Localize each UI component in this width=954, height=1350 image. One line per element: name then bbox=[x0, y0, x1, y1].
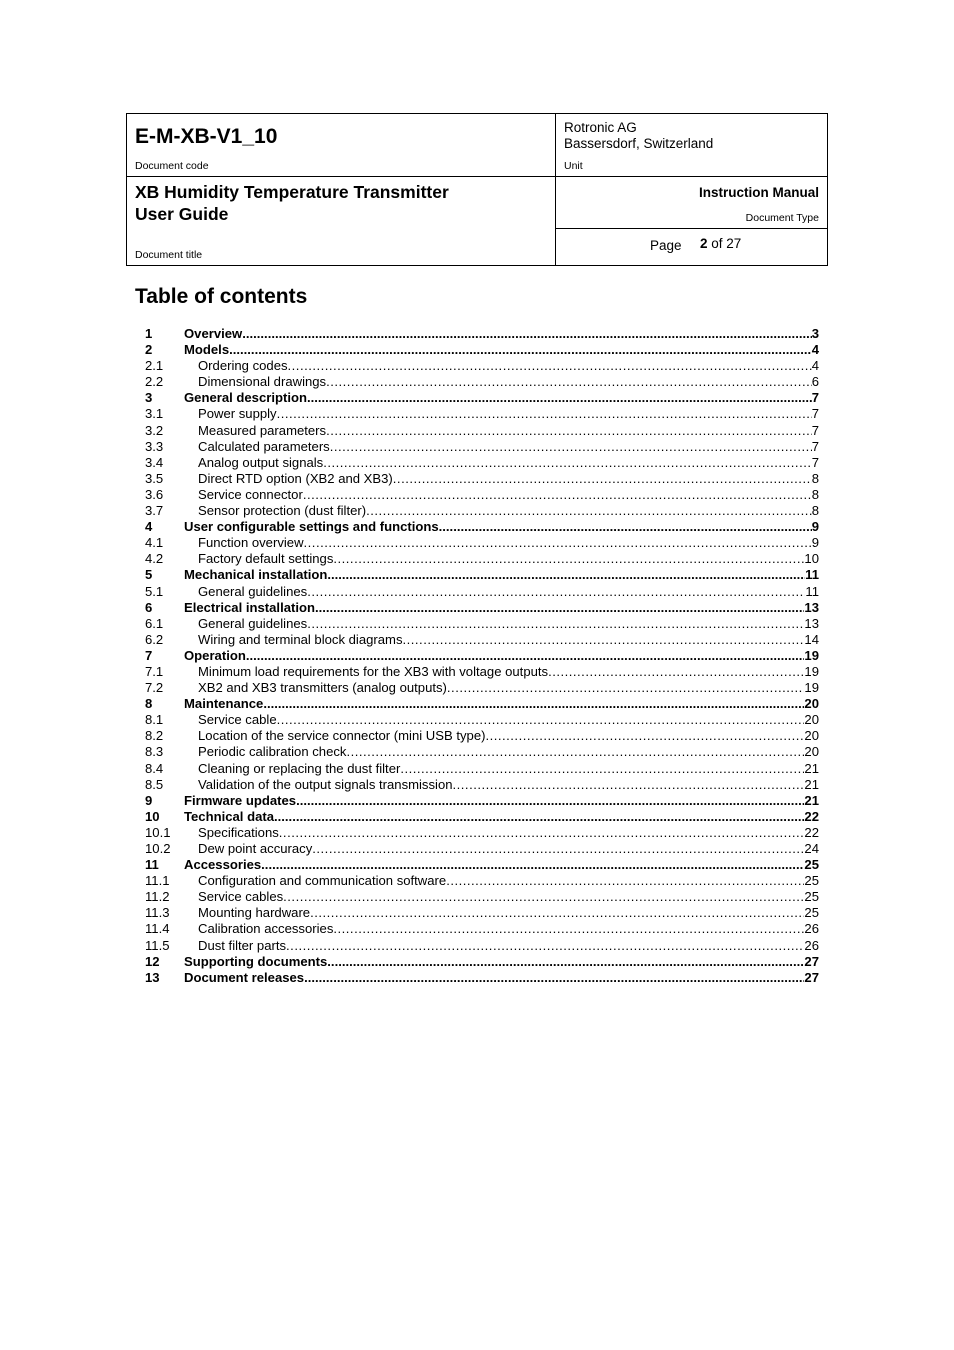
toc-entry-link[interactable] bbox=[198, 905, 819, 921]
toc-entry-page: 20 bbox=[804, 744, 819, 760]
toc-entry-page: 21 bbox=[804, 792, 819, 808]
toc-dot-leader bbox=[277, 712, 805, 728]
toc-entry-number: 3.5 bbox=[145, 470, 164, 486]
toc-entry[interactable] bbox=[145, 761, 819, 777]
toc-entry-link[interactable] bbox=[198, 664, 819, 680]
toc-entry-page: 21 bbox=[804, 760, 819, 776]
unit-line-2: Bassersdorf, Switzerland bbox=[564, 136, 714, 151]
toc-entry-link[interactable] bbox=[198, 535, 819, 551]
toc-entry-title: General guidelines bbox=[198, 615, 308, 631]
toc-entry-title: Sensor protection (dust filter) bbox=[198, 503, 367, 519]
toc-entry-page: 14 bbox=[804, 631, 819, 647]
toc-entry-link[interactable] bbox=[198, 825, 819, 841]
toc-entry-link[interactable] bbox=[198, 551, 819, 567]
toc-entry-title: Firmware updates bbox=[184, 792, 297, 808]
toc-entry[interactable] bbox=[145, 439, 819, 455]
toc-entry[interactable] bbox=[145, 954, 819, 970]
toc-entry[interactable] bbox=[145, 584, 819, 600]
toc-entry-link[interactable] bbox=[184, 857, 819, 873]
toc-dot-leader bbox=[403, 632, 805, 648]
toc-entry-number: 8.3 bbox=[145, 744, 164, 760]
toc-dot-leader bbox=[400, 761, 804, 777]
toc-entry-page: 25 bbox=[804, 889, 819, 905]
toc-dot-leader bbox=[315, 600, 804, 616]
toc-entry[interactable] bbox=[145, 970, 819, 986]
toc-entry[interactable] bbox=[145, 390, 819, 406]
toc-entry-page: 21 bbox=[804, 776, 819, 792]
toc-entry[interactable] bbox=[145, 712, 819, 728]
toc-entry[interactable] bbox=[145, 809, 819, 825]
toc-entry-link[interactable] bbox=[198, 616, 819, 632]
toc-entry[interactable] bbox=[145, 680, 819, 696]
toc-entry-page: 20 bbox=[804, 696, 819, 712]
toc-entry-page: 3 bbox=[811, 326, 819, 341]
toc-entry-page: 13 bbox=[804, 599, 819, 615]
document-title-line-2: User Guide bbox=[135, 204, 229, 224]
toc-entry-link[interactable] bbox=[198, 503, 819, 519]
toc-entry-title: Mechanical installation bbox=[184, 567, 328, 583]
toc-dot-leader bbox=[286, 938, 804, 954]
toc-dot-leader bbox=[366, 503, 812, 519]
toc-entry[interactable] bbox=[145, 825, 819, 841]
toc-dot-leader bbox=[307, 390, 812, 406]
toc-entry[interactable] bbox=[145, 503, 819, 519]
toc-entry-title: General guidelines bbox=[198, 583, 308, 599]
toc-entry[interactable] bbox=[145, 600, 819, 616]
toc-entry-page: 25 bbox=[804, 873, 819, 889]
toc-entry-page: 22 bbox=[804, 824, 819, 840]
toc-entry-page: 24 bbox=[804, 841, 819, 856]
toc-entry-title: Validation of the output signals transmission bbox=[198, 776, 453, 792]
toc-entry-link[interactable] bbox=[198, 680, 819, 696]
toc-entry-link[interactable] bbox=[184, 793, 819, 809]
toc-dot-leader bbox=[333, 551, 804, 567]
unit-cell bbox=[556, 114, 827, 177]
toc-entry-link[interactable] bbox=[198, 889, 819, 905]
toc-entry-title: Measured parameters bbox=[198, 422, 327, 438]
toc-entry-title: Service connector bbox=[198, 486, 303, 502]
toc-dot-leader bbox=[283, 889, 804, 905]
page-number bbox=[700, 236, 741, 251]
toc-entry-link[interactable] bbox=[184, 390, 819, 406]
toc-entry[interactable] bbox=[145, 841, 819, 857]
toc-entry-link[interactable] bbox=[198, 455, 819, 471]
toc-entry-title: Maintenance bbox=[184, 696, 264, 712]
toc-entry-title: Minimum load requirements for the XB3 with voltage outputs bbox=[198, 663, 549, 679]
toc-entry-page: 8 bbox=[811, 503, 819, 519]
toc-entry-title: Dust filter parts bbox=[198, 937, 287, 953]
toc-entry-number: 6.2 bbox=[145, 631, 164, 647]
toc-dot-leader bbox=[393, 471, 812, 487]
toc-entry[interactable] bbox=[145, 632, 819, 648]
toc-entry-number: 12 bbox=[145, 953, 160, 969]
toc-entry-number: 3.1 bbox=[145, 406, 164, 422]
toc-entry-link[interactable] bbox=[184, 567, 819, 583]
toc-entry-link[interactable] bbox=[184, 342, 819, 358]
toc-entry-page: 27 bbox=[804, 953, 819, 969]
toc-entry-page: 19 bbox=[804, 680, 819, 696]
unit-caption: Unit bbox=[564, 160, 583, 172]
toc-dot-leader bbox=[307, 584, 805, 600]
toc-entry-page: 26 bbox=[804, 921, 819, 937]
toc-entry-title: Configuration and communication software bbox=[198, 873, 447, 889]
toc-entry-title: Electrical installation bbox=[184, 599, 315, 615]
toc-dot-leader bbox=[307, 616, 804, 632]
toc-dot-leader bbox=[326, 374, 812, 390]
toc-entry-number: 13 bbox=[145, 969, 160, 985]
toc-entry-number: 2.2 bbox=[145, 374, 164, 390]
toc-entry-title: Overview bbox=[184, 326, 243, 341]
toc-entry[interactable] bbox=[145, 567, 819, 583]
toc-entry-page: 9 bbox=[811, 535, 819, 551]
toc-entry[interactable] bbox=[145, 921, 819, 937]
toc-entry[interactable] bbox=[145, 358, 819, 374]
page-current: 2 bbox=[700, 236, 708, 251]
toc-dot-leader bbox=[330, 439, 812, 455]
toc-entry-page: 4 bbox=[811, 342, 819, 358]
toc-entry-page: 25 bbox=[804, 905, 819, 921]
toc-entry-title: Mounting hardware bbox=[198, 905, 311, 921]
toc-entry-title: Document releases bbox=[184, 969, 305, 985]
toc-dot-leader bbox=[274, 809, 804, 825]
toc-entry[interactable] bbox=[145, 406, 819, 422]
toc-entry-number: 4.1 bbox=[145, 535, 164, 551]
toc-entry-page: 13 bbox=[804, 615, 819, 631]
toc-entry-title: Supporting documents bbox=[184, 953, 328, 969]
toc-entry[interactable] bbox=[145, 696, 819, 712]
toc-entry-number: 3.3 bbox=[145, 438, 164, 454]
toc-entry-page: 11 bbox=[805, 567, 819, 583]
toc-entry[interactable] bbox=[145, 648, 819, 664]
toc-entry-link[interactable] bbox=[184, 809, 819, 825]
document-title-cell bbox=[127, 177, 556, 265]
toc-entry-number: 3.7 bbox=[145, 503, 164, 519]
toc-entry-title: Models bbox=[184, 342, 230, 358]
toc-entry-page: 7 bbox=[811, 390, 819, 406]
toc-entry-link[interactable] bbox=[184, 326, 819, 342]
toc-entry[interactable] bbox=[145, 744, 819, 760]
toc-entry-link[interactable] bbox=[198, 728, 819, 744]
toc-entry-title: Function overview bbox=[198, 535, 304, 551]
toc-entry-number: 3.6 bbox=[145, 486, 164, 502]
toc-entry-number: 8.5 bbox=[145, 776, 164, 792]
toc-entry-page: 8 bbox=[811, 486, 819, 502]
toc-entry-number: 10.1 bbox=[145, 824, 171, 840]
toc-entry-number: 8.1 bbox=[145, 712, 164, 728]
toc-entry-title: Direct RTD option (XB2 and XB3) bbox=[198, 470, 393, 486]
toc-entry-page: 25 bbox=[804, 857, 819, 873]
toc-dot-leader bbox=[279, 825, 805, 841]
toc-entry-title: User configurable settings and functions bbox=[184, 519, 439, 535]
toc-entry-page: 6 bbox=[811, 374, 819, 390]
toc-entry-page: 4 bbox=[811, 358, 819, 374]
toc-entry-number: 3.2 bbox=[145, 422, 164, 438]
toc-dot-leader bbox=[453, 777, 805, 793]
toc-dot-leader bbox=[229, 342, 812, 358]
toc-entry[interactable] bbox=[145, 905, 819, 921]
toc-entry-title: Service cables bbox=[198, 889, 284, 905]
document-title-caption: Document title bbox=[135, 249, 203, 261]
toc-entry-page: 11 bbox=[805, 583, 819, 599]
toc-entry[interactable] bbox=[145, 326, 819, 342]
toc-entry-title: Calibration accessories bbox=[198, 921, 334, 937]
toc-entry[interactable] bbox=[145, 487, 819, 503]
toc-entry-number: 3.4 bbox=[145, 454, 164, 470]
toc-dot-leader bbox=[304, 535, 812, 551]
toc-entry-link[interactable] bbox=[198, 841, 819, 857]
page-total: of 27 bbox=[711, 236, 742, 251]
toc-entry-page: 7 bbox=[811, 438, 819, 454]
table-of-contents bbox=[145, 326, 819, 986]
toc-entry[interactable] bbox=[145, 793, 819, 809]
toc-entry-link[interactable] bbox=[198, 374, 819, 390]
toc-entry-link[interactable] bbox=[184, 600, 819, 616]
toc-dot-leader bbox=[304, 970, 804, 986]
toc-entry-number: 11.4 bbox=[145, 921, 170, 937]
toc-entry[interactable] bbox=[145, 857, 819, 873]
toc-entry-link[interactable] bbox=[184, 970, 819, 986]
toc-dot-leader bbox=[323, 455, 811, 471]
toc-entry-number: 4 bbox=[145, 519, 153, 535]
toc-entry[interactable] bbox=[145, 374, 819, 390]
document-title-line-1: XB Humidity Temperature Transmitter bbox=[135, 182, 449, 202]
toc-entry-page: 7 bbox=[811, 422, 819, 438]
toc-entry-title: XB2 and XB3 transmitters (analog outputs) bbox=[198, 680, 447, 696]
toc-dot-leader bbox=[242, 326, 811, 342]
toc-entry-number: 7.2 bbox=[145, 680, 164, 696]
toc-entry-title: Accessories bbox=[184, 857, 262, 873]
toc-entry-number: 3 bbox=[145, 390, 153, 406]
toc-entry-link[interactable] bbox=[198, 358, 819, 374]
document-title bbox=[135, 181, 449, 225]
toc-dot-leader bbox=[263, 696, 804, 712]
toc-dot-leader bbox=[277, 406, 812, 422]
document-header-table bbox=[126, 113, 828, 266]
toc-dot-leader bbox=[327, 567, 805, 583]
document-type: Instruction Manual bbox=[698, 185, 819, 200]
toc-entry-link[interactable] bbox=[184, 648, 819, 664]
toc-entry-link[interactable] bbox=[198, 632, 819, 648]
toc-entry-title: Service cable bbox=[198, 712, 277, 728]
toc-entry-number: 11.5 bbox=[145, 937, 170, 953]
toc-entry-number: 8 bbox=[145, 696, 153, 712]
toc-entry[interactable] bbox=[145, 938, 819, 954]
toc-entry-page: 10 bbox=[804, 551, 819, 567]
toc-entry-number: 11.3 bbox=[145, 905, 170, 921]
toc-entry-page: 22 bbox=[804, 808, 819, 824]
document-type-caption: Document Type bbox=[745, 212, 819, 224]
document-code-cell bbox=[127, 114, 556, 177]
document-code: E-M-XB-V1_10 bbox=[135, 125, 278, 148]
toc-entry-title: Operation bbox=[184, 647, 246, 663]
toc-entry-link[interactable] bbox=[198, 873, 819, 889]
toc-entry-number: 5 bbox=[145, 567, 153, 583]
toc-entry-number: 11.1 bbox=[145, 873, 170, 889]
toc-entry-page: 9 bbox=[811, 519, 819, 535]
toc-entry[interactable] bbox=[145, 455, 819, 471]
toc-dot-leader bbox=[333, 921, 804, 937]
toc-entry-page: 19 bbox=[804, 663, 819, 679]
toc-entry[interactable] bbox=[145, 342, 819, 358]
toc-entry-title: Cleaning or replacing the dust filter bbox=[198, 760, 401, 776]
toc-entry-link[interactable] bbox=[198, 584, 819, 600]
toc-entry-link[interactable] bbox=[198, 439, 819, 455]
toc-entry-link[interactable] bbox=[198, 406, 819, 422]
toc-entry-link[interactable] bbox=[198, 487, 819, 503]
toc-entry-title: Power supply bbox=[198, 406, 277, 422]
toc-dot-leader bbox=[261, 857, 804, 873]
toc-entry-page: 26 bbox=[804, 937, 819, 953]
toc-entry-title: Location of the service connector (mini USB type) bbox=[198, 728, 486, 744]
toc-entry-link[interactable] bbox=[184, 519, 819, 535]
toc-entry-link[interactable] bbox=[198, 471, 819, 487]
toc-entry-number: 8.2 bbox=[145, 728, 164, 744]
toc-entry-link[interactable] bbox=[198, 744, 819, 760]
toc-dot-leader bbox=[447, 680, 805, 696]
toc-entry[interactable] bbox=[145, 873, 819, 889]
document-type-cell bbox=[556, 177, 827, 229]
toc-entry-title: Analog output signals bbox=[198, 454, 324, 470]
toc-entry-number: 2 bbox=[145, 342, 153, 358]
toc-entry-link[interactable] bbox=[198, 761, 819, 777]
toc-entry-number: 4.2 bbox=[145, 551, 164, 567]
toc-entry[interactable] bbox=[145, 664, 819, 680]
toc-entry-link[interactable] bbox=[198, 938, 819, 954]
toc-entry-link[interactable] bbox=[198, 423, 819, 439]
toc-dot-leader bbox=[446, 873, 804, 889]
toc-entry[interactable] bbox=[145, 423, 819, 439]
toc-dot-leader bbox=[310, 905, 804, 921]
toc-dot-leader bbox=[326, 423, 812, 439]
toc-entry-link[interactable] bbox=[198, 712, 819, 728]
toc-entry-number: 5.1 bbox=[145, 583, 164, 599]
toc-dot-leader bbox=[312, 841, 804, 857]
toc-dot-leader bbox=[327, 954, 804, 970]
toc-dot-leader bbox=[548, 664, 804, 680]
toc-entry[interactable] bbox=[145, 471, 819, 487]
toc-entry-page: 27 bbox=[804, 969, 819, 985]
page-number-cell bbox=[556, 229, 827, 265]
toc-entry-number: 6.1 bbox=[145, 615, 164, 631]
unit-name bbox=[564, 120, 713, 152]
toc-entry-title: Periodic calibration check bbox=[198, 744, 347, 760]
toc-entry-title: Wiring and terminal block diagrams bbox=[198, 631, 403, 647]
unit-line-1: Rotronic AG bbox=[564, 120, 637, 135]
toc-entry-title: Specifications bbox=[198, 824, 279, 840]
toc-entry-page: 19 bbox=[804, 647, 819, 663]
toc-entry[interactable] bbox=[145, 777, 819, 793]
toc-entry[interactable] bbox=[145, 728, 819, 744]
toc-dot-leader bbox=[485, 728, 804, 744]
toc-entry[interactable] bbox=[145, 535, 819, 551]
toc-entry-number: 7 bbox=[145, 647, 153, 663]
toc-entry-link[interactable] bbox=[184, 696, 819, 712]
toc-entry-number: 11.2 bbox=[145, 889, 170, 905]
toc-entry-title: Ordering codes bbox=[198, 358, 288, 374]
toc-entry-number: 2.1 bbox=[145, 358, 164, 374]
toc-entry-number: 7.1 bbox=[145, 663, 164, 679]
toc-dot-leader bbox=[346, 744, 804, 760]
toc-entry-link[interactable] bbox=[198, 921, 819, 937]
toc-entry-page: 8 bbox=[811, 470, 819, 486]
toc-entry-number: 8.4 bbox=[145, 760, 164, 776]
toc-entry-number: 6 bbox=[145, 599, 153, 615]
toc-dot-leader bbox=[303, 487, 812, 503]
toc-dot-leader bbox=[288, 358, 812, 374]
toc-entry-title: General description bbox=[184, 390, 307, 406]
toc-entry-link[interactable] bbox=[198, 777, 819, 793]
toc-entry-number: 10 bbox=[145, 808, 160, 824]
toc-entry-title: Factory default settings bbox=[198, 551, 334, 567]
toc-entry[interactable] bbox=[145, 519, 819, 535]
toc-dot-leader bbox=[296, 793, 804, 809]
toc-heading: Table of contents bbox=[135, 285, 308, 308]
toc-entry-link[interactable] bbox=[184, 954, 819, 970]
page-label: Page bbox=[650, 238, 682, 253]
toc-entry-page: 7 bbox=[811, 406, 819, 422]
toc-entry-number: 11 bbox=[145, 857, 159, 873]
toc-entry-page: 20 bbox=[804, 712, 819, 728]
toc-entry-number: 9 bbox=[145, 792, 153, 808]
toc-entry-number: 1 bbox=[145, 326, 153, 341]
toc-entry-title: Technical data bbox=[184, 808, 274, 824]
toc-entry-page: 7 bbox=[811, 454, 819, 470]
toc-entry[interactable] bbox=[145, 889, 819, 905]
toc-dot-leader bbox=[439, 519, 812, 535]
toc-dot-leader bbox=[246, 648, 805, 664]
toc-entry-page: 20 bbox=[804, 728, 819, 744]
toc-entry[interactable] bbox=[145, 616, 819, 632]
toc-entry[interactable] bbox=[145, 551, 819, 567]
toc-entry-title: Dimensional drawings bbox=[198, 374, 327, 390]
toc-entry-number: 10.2 bbox=[145, 841, 171, 856]
toc-entry-title: Dew point accuracy bbox=[198, 841, 313, 856]
toc-entry-title: Calculated parameters bbox=[198, 438, 330, 454]
document-code-caption: Document code bbox=[135, 160, 209, 172]
